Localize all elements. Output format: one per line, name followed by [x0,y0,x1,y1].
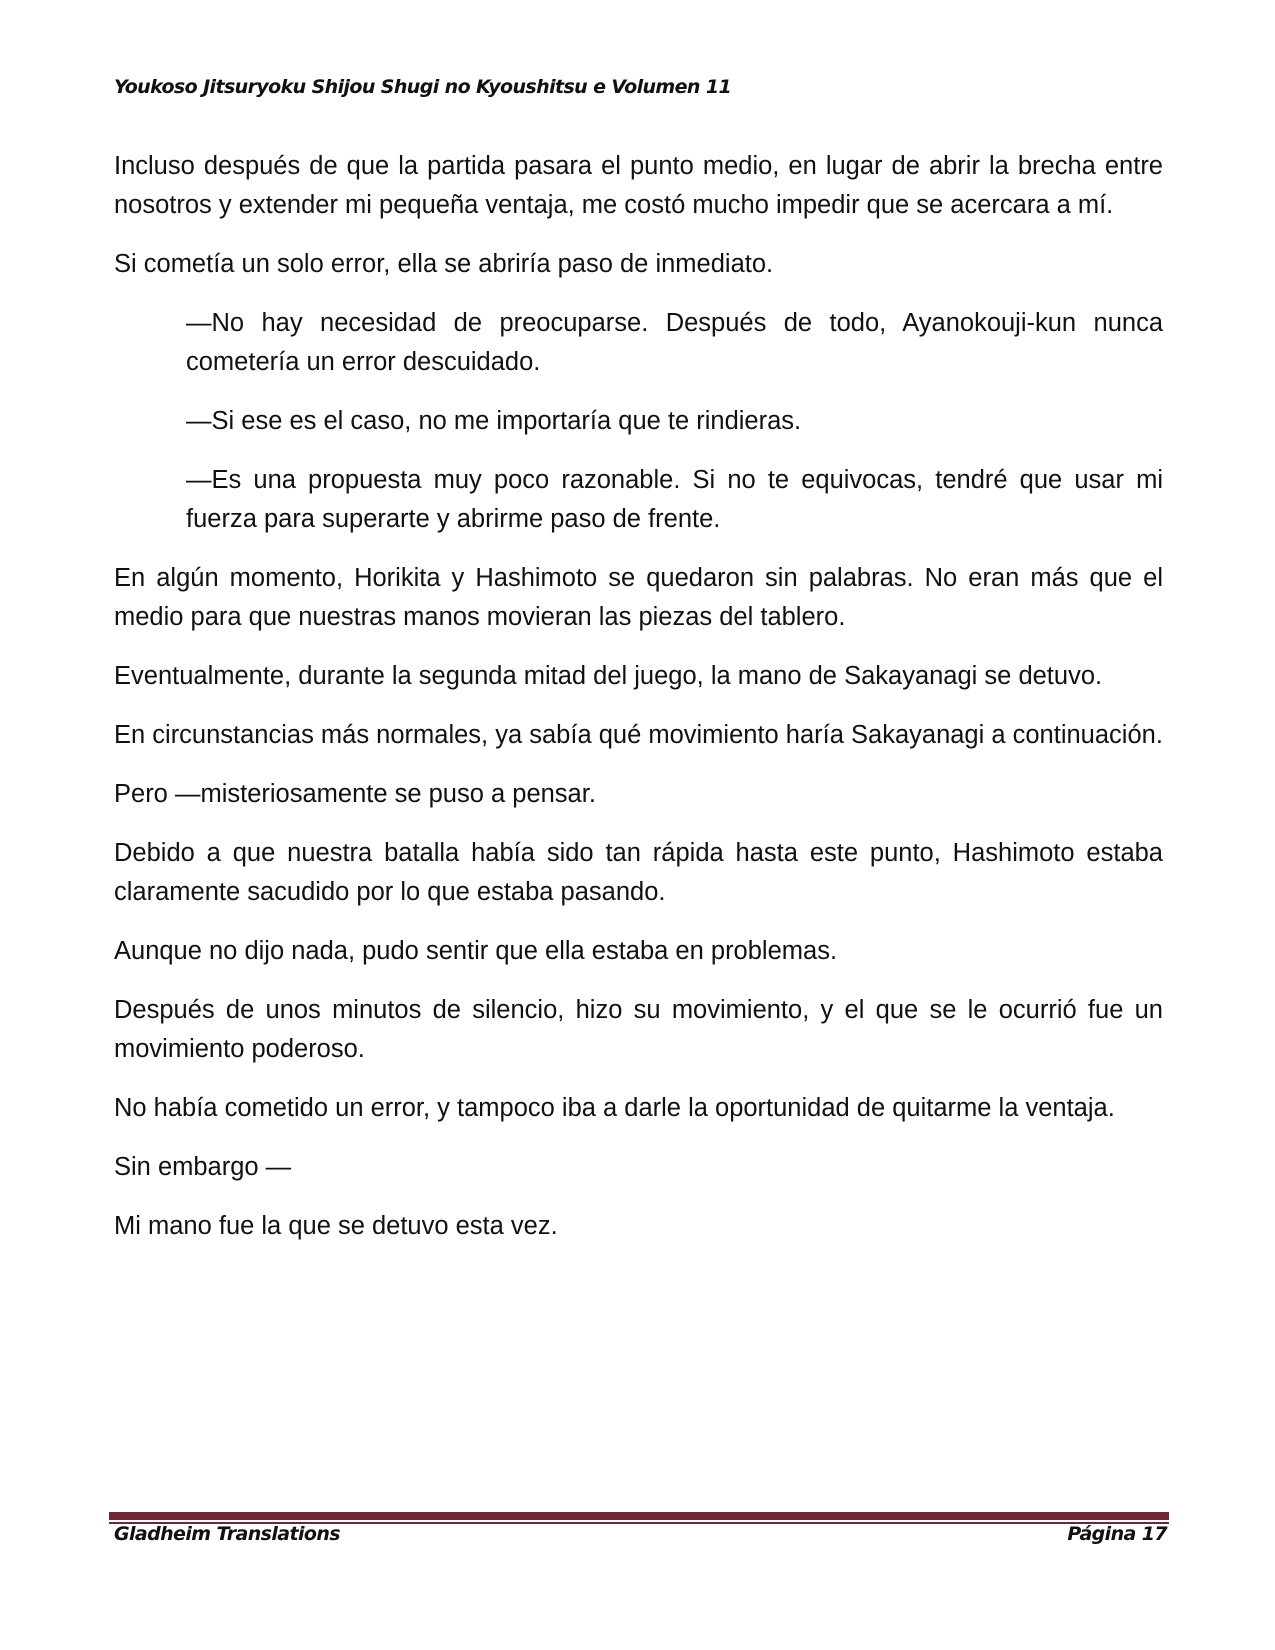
paragraph: Eventualmente, durante la segunda mitad del juego, la mano de Sakayanagi se detuvo. [114,662,1103,690]
paragraph: No había cometido un error, y tampoco iba a darle la oportunidad de quitarme la ventaja. [114,1094,1115,1122]
page-body [114,147,1163,1266]
paragraph: Pero —misteriosamente se puso a pensar. [114,780,596,808]
paragraph: Si cometía un solo error, ella se abriría paso de inmediato. [114,250,774,278]
paragraph: Incluso después de que la partida pasara el punto medio, en lugar de abrir la brecha entre nosotros y extender mi pequeña ventaja, me costó mucho impedir que se acercara a mí. [114,152,1163,219]
page-number: Página 17 [1067,1523,1167,1545]
running-header: Youkoso Jitsuryoku Shijou Shugi no Kyoushitsu e Volumen 11 [114,76,732,98]
dialogue-paragraph: —Es una propuesta muy poco razonable. Si no te equivocas, tendré que usar mi fuerza para superarte y abrirme paso de frente. [186,466,1163,533]
paragraph: Después de unos minutos de silencio, hizo su movimiento, y el que se le ocurrió fue un movimiento poderoso. [114,996,1163,1063]
paragraph: Mi mano fue la que se detuvo esta vez. [114,1212,558,1240]
footer-publisher: Gladheim Translations [114,1523,340,1545]
paragraph: Sin embargo — [114,1153,292,1181]
dialogue-paragraph: —No hay necesidad de preocuparse. Después de todo, Ayanokouji-kun nunca cometería un error descuidado. [186,309,1163,376]
paragraph: En algún momento, Horikita y Hashimoto se quedaron sin palabras. No eran más que el medio para que nuestras manos movieran las piezas del tablero. [114,564,1163,631]
footer-rule-thick [109,1512,1169,1520]
paragraph: En circunstancias más normales, ya sabía qué movimiento haría Sakayanagi a continuación. [114,721,1163,749]
paragraph: Aunque no dijo nada, pudo sentir que ella estaba en problemas. [114,937,838,965]
paragraph: Debido a que nuestra batalla había sido tan rápida hasta este punto, Hashimoto estaba claramente sacudido por lo que estaba pasando. [114,839,1163,906]
dialogue-paragraph: —Si ese es el caso, no me importaría que te rindieras. [186,407,802,435]
